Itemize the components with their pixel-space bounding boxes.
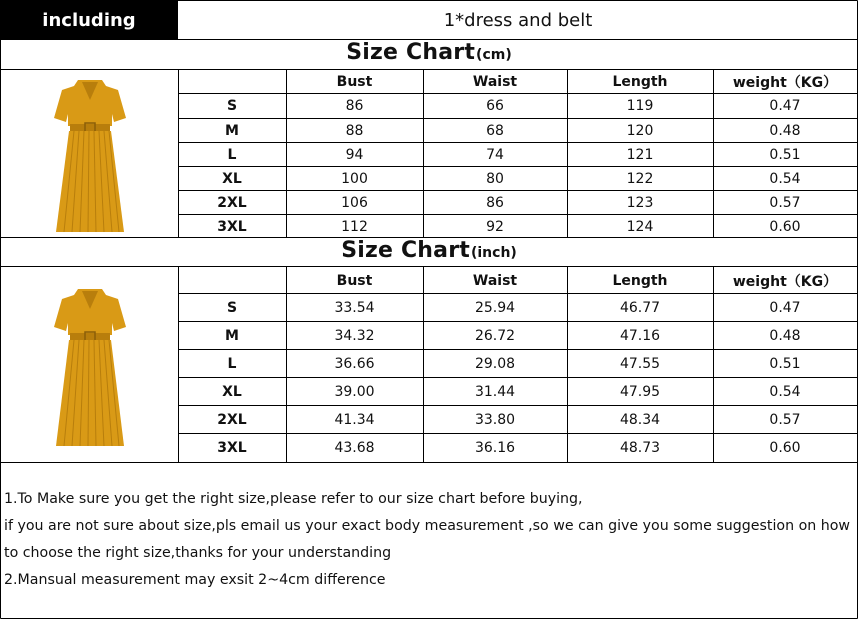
chart-unit-text: (inch) <box>470 245 517 261</box>
table-cell: 0.57 <box>769 412 801 428</box>
note-line: to choose the right size,thanks for your understanding <box>4 545 392 561</box>
table-cell: 92 <box>486 218 504 235</box>
table-cell: 47.55 <box>619 356 661 372</box>
table-cell: 46.77 <box>619 300 661 316</box>
table-cell: 39.00 <box>334 384 375 400</box>
table-cell: 0.47 <box>769 97 801 114</box>
table-cell: 123 <box>626 194 654 211</box>
table-cell: 33.80 <box>474 412 516 428</box>
table-cell: 34.32 <box>334 328 375 344</box>
table-cell: 74 <box>486 146 504 163</box>
size-label-s: S <box>226 97 238 114</box>
table-cell: 36.16 <box>474 440 516 456</box>
table-cell: 94 <box>345 146 364 163</box>
table-cell: 43.68 <box>334 440 375 456</box>
including-value: 1*dress and belt <box>443 9 593 31</box>
size-label-s: S <box>226 300 238 316</box>
table-cell: 100 <box>341 170 368 187</box>
table-cell: 0.60 <box>769 218 801 235</box>
chart-title-text: Size Chart <box>346 40 476 65</box>
table-cell: 31.44 <box>474 384 516 400</box>
table-cell: 0.48 <box>769 328 801 344</box>
table-cell: 80 <box>486 170 504 187</box>
column-header-bust: Bust <box>336 272 373 289</box>
chart-title-text: Size Chart <box>341 238 470 263</box>
table-cell: 0.51 <box>769 356 801 372</box>
size-label-m: M <box>225 328 239 344</box>
size-label-l: L <box>227 356 237 372</box>
table-cell: 48.34 <box>619 412 661 428</box>
table-cell: 0.60 <box>769 440 801 456</box>
size-label-2xl: 2XL <box>217 194 247 211</box>
table-cell: 88 <box>345 122 364 139</box>
column-header-bust: Bust <box>336 74 373 90</box>
size-label-l: L <box>227 146 237 163</box>
size-label-3xl: 3XL <box>217 218 247 235</box>
table-cell: 25.94 <box>474 300 516 316</box>
table-cell: 0.47 <box>769 300 801 316</box>
table-cell: 122 <box>626 170 654 187</box>
table-cell: 124 <box>626 218 654 235</box>
table-cell: 48.73 <box>619 440 661 456</box>
table-cell: 112 <box>341 218 368 235</box>
table-cell: 33.54 <box>334 300 375 316</box>
including-label: including <box>0 0 178 40</box>
table-cell: 36.66 <box>334 356 375 372</box>
column-header-length: Length <box>612 272 668 289</box>
table-cell: 0.54 <box>769 170 801 187</box>
table-cell: 86 <box>486 194 504 211</box>
note-line: 2.Mansual measurement may exsit 2~4cm difference <box>4 572 386 588</box>
note-line: if you are not sure about size,pls email us your exact body measurement ,so we can give you some suggestion on how <box>4 518 851 534</box>
size-label-m: M <box>225 122 239 139</box>
column-header-weightkg: weight（KG） <box>732 75 838 91</box>
table-cell: 0.54 <box>769 384 801 400</box>
table-cell: 41.34 <box>334 412 375 428</box>
column-header-length: Length <box>612 74 668 90</box>
size-label-xl: XL <box>222 170 242 187</box>
table-cell: 119 <box>626 97 654 114</box>
note-line: 1.To Make sure you get the right size,please refer to our size chart before buying, <box>4 491 583 507</box>
table-cell: 47.95 <box>619 384 661 400</box>
notes-section <box>4 486 856 594</box>
table-cell: 120 <box>626 122 654 139</box>
table-cell: 106 <box>341 194 368 211</box>
table-cell: 47.16 <box>619 328 661 344</box>
table-cell: 0.48 <box>769 122 801 139</box>
size-label-2xl: 2XL <box>217 412 247 428</box>
size-label-xl: XL <box>222 384 242 400</box>
chart-unit-text: (cm) <box>476 47 512 63</box>
table-cell: 0.57 <box>769 194 801 211</box>
table-cell: 68 <box>486 122 504 139</box>
table-cell: 86 <box>345 97 364 114</box>
table-cell: 66 <box>486 97 504 114</box>
table-cell: 0.51 <box>769 146 801 163</box>
column-header-weightkg: weight（KG） <box>732 273 838 290</box>
table-cell: 121 <box>626 146 654 163</box>
column-header-waist: Waist <box>472 272 518 289</box>
table-cell: 29.08 <box>474 356 516 372</box>
column-header-waist: Waist <box>472 74 518 90</box>
table-cell: 26.72 <box>474 328 516 344</box>
size-label-3xl: 3XL <box>217 440 247 456</box>
